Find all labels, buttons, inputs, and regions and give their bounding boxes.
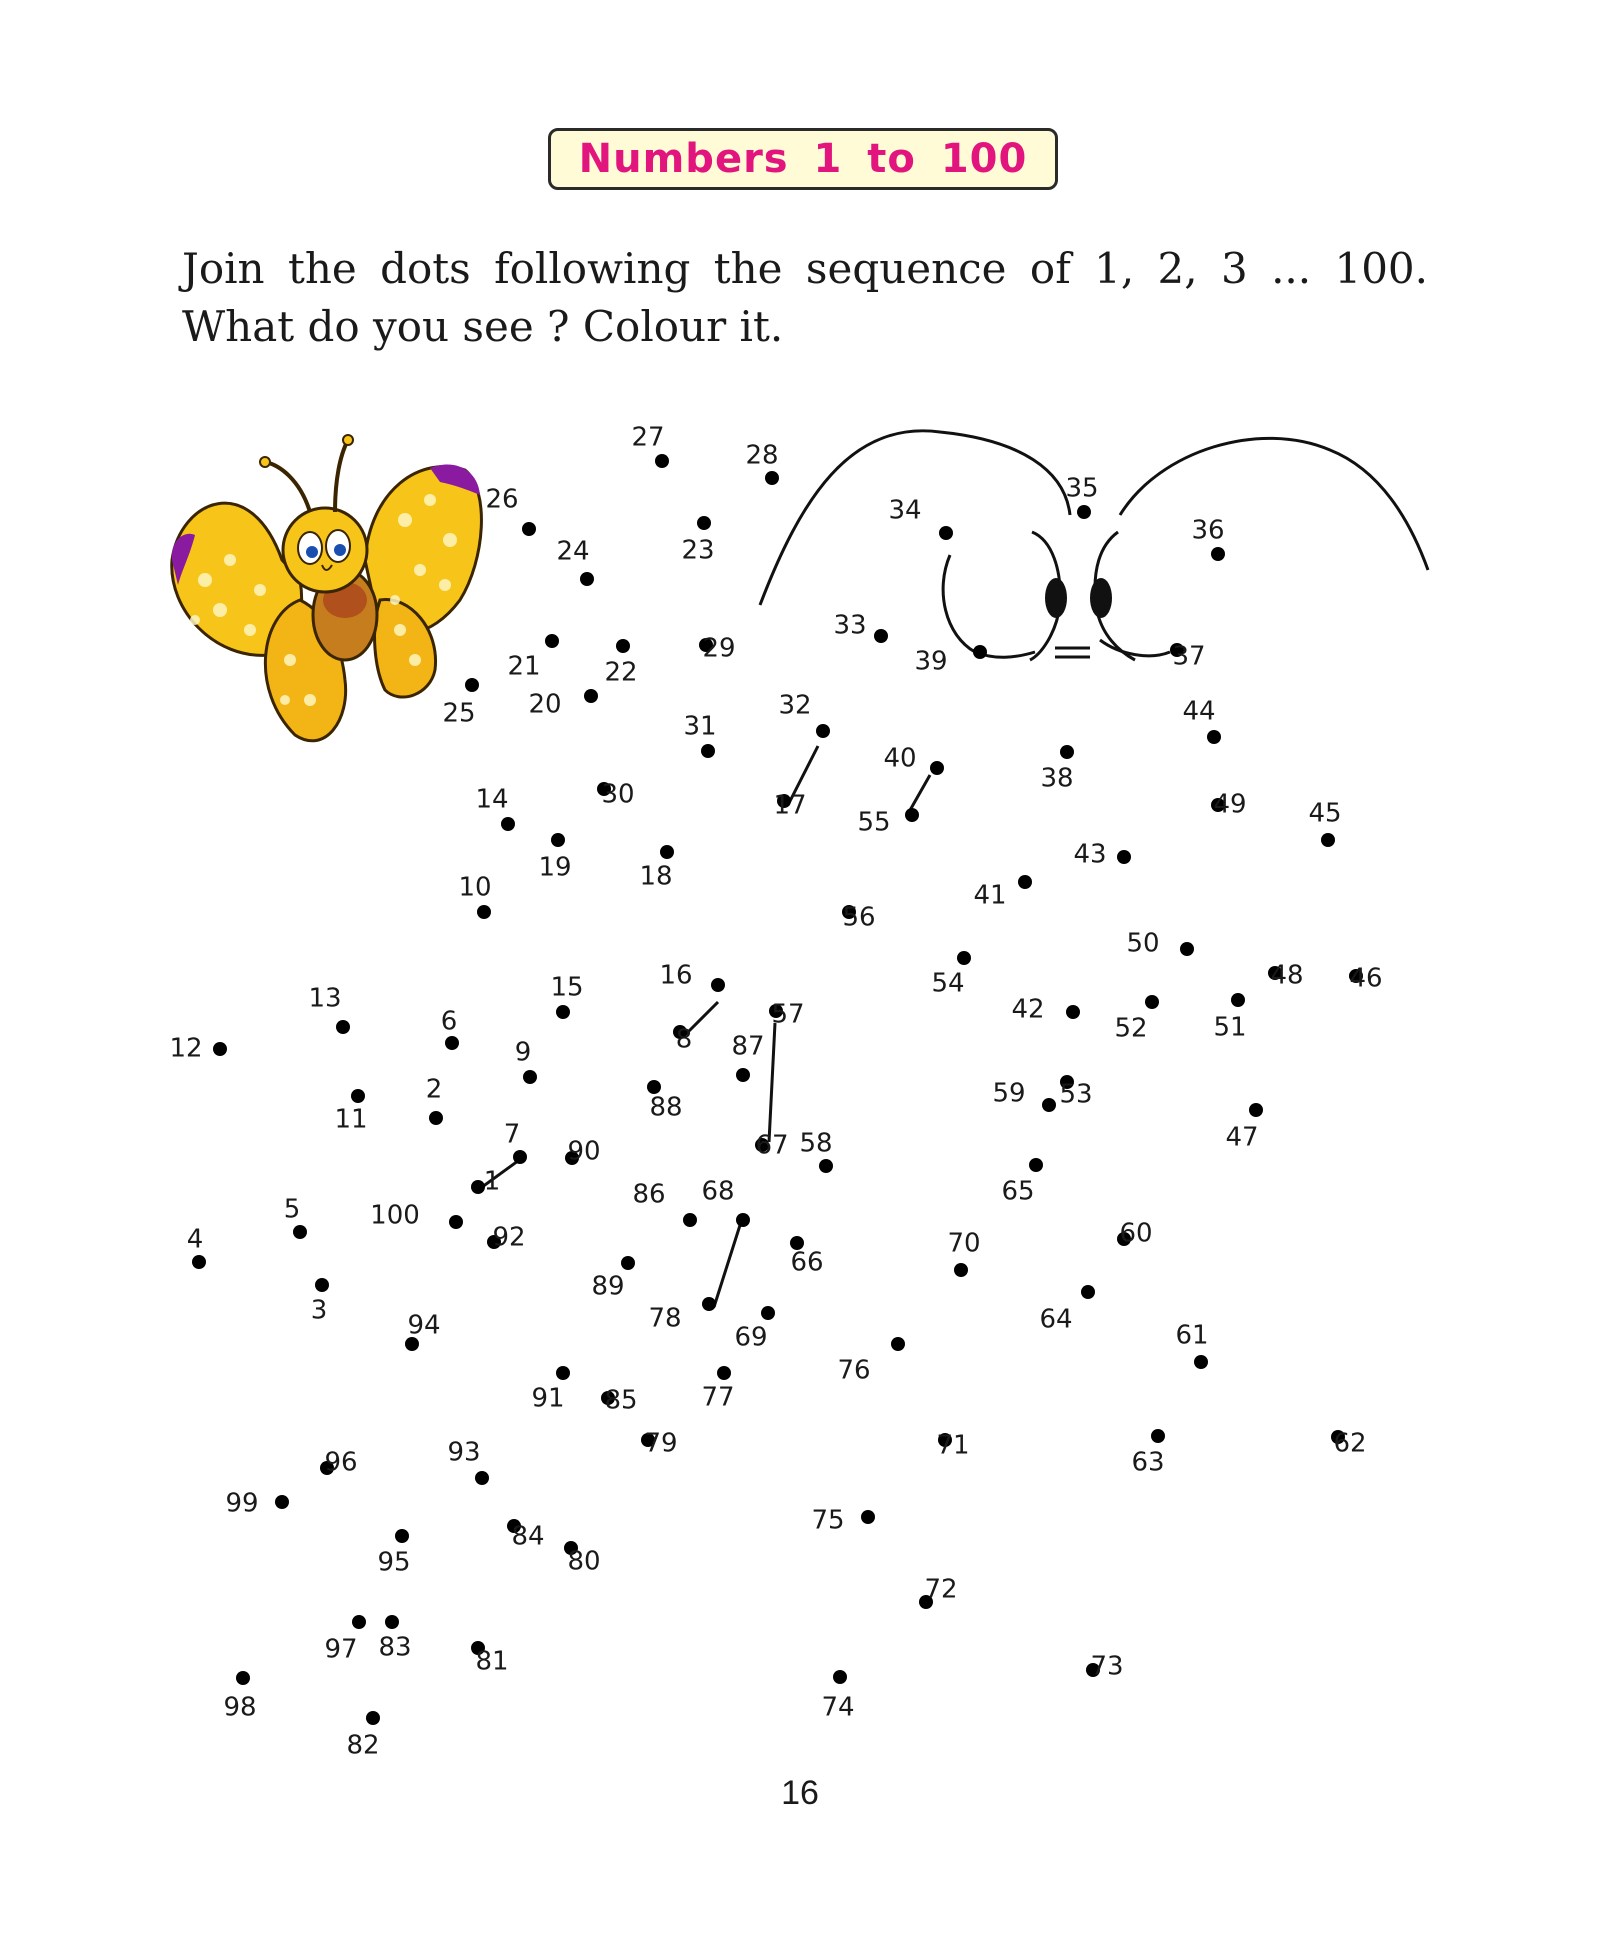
dot-label: 30	[601, 779, 635, 810]
dot-label: 82	[346, 1730, 380, 1761]
dot-marker[interactable]	[551, 833, 565, 847]
dot-marker[interactable]	[1249, 1103, 1263, 1117]
dot-80	[564, 1541, 601, 1577]
dot-85	[601, 1386, 638, 1416]
dot-30	[597, 780, 635, 810]
dot-label: 34	[888, 495, 922, 526]
dot-87	[731, 1032, 764, 1083]
dot-marker[interactable]	[1180, 942, 1194, 956]
dot-label: 18	[639, 861, 673, 892]
dot-marker[interactable]	[522, 522, 536, 536]
dot-label: 6	[440, 1006, 458, 1037]
dot-marker[interactable]	[736, 1068, 750, 1082]
dot-label: 25	[442, 698, 476, 729]
elephant-right-eye-icon	[1090, 578, 1112, 618]
dot-65	[1001, 1158, 1043, 1207]
elephant-face-icon	[478, 431, 1428, 1307]
dot-73	[1086, 1652, 1124, 1682]
dot-label: 89	[591, 1271, 625, 1302]
dot-57	[769, 1000, 805, 1030]
dot-27	[631, 423, 669, 469]
dot-marker[interactable]	[580, 572, 594, 586]
dot-86	[632, 1180, 697, 1228]
dot-79	[641, 1429, 678, 1459]
dot-44	[1182, 697, 1221, 745]
dot-marker[interactable]	[523, 1070, 537, 1084]
dot-5	[284, 1195, 307, 1240]
dot-label: 21	[507, 651, 541, 682]
dot-label: 33	[833, 610, 867, 641]
dot-label: 71	[936, 1430, 970, 1461]
dot-92	[487, 1223, 526, 1253]
dot-71	[936, 1431, 969, 1461]
dot-78	[648, 1297, 716, 1334]
dot-label: 85	[604, 1385, 638, 1416]
dot-marker[interactable]	[1151, 1429, 1165, 1443]
dot-34	[888, 496, 953, 541]
dot-label: 2	[425, 1074, 443, 1105]
dot-47	[1225, 1103, 1263, 1153]
dot-marker[interactable]	[1060, 745, 1074, 759]
dot-20	[528, 689, 598, 720]
dot-label: 91	[531, 1383, 565, 1414]
dot-52	[1114, 995, 1159, 1044]
dot-marker[interactable]	[621, 1256, 635, 1270]
dot-label: 51	[1213, 1012, 1247, 1043]
dot-label: 79	[644, 1428, 678, 1459]
dot-25	[442, 678, 479, 729]
dot-62	[1331, 1429, 1367, 1459]
dot-label: 73	[1090, 1651, 1124, 1682]
dot-label: 56	[842, 902, 876, 933]
dot-label: 20	[528, 689, 562, 720]
dot-label: 27	[631, 422, 665, 453]
dot-marker[interactable]	[816, 724, 830, 738]
dot-label: 19	[538, 852, 572, 883]
dot-marker[interactable]	[874, 629, 888, 643]
dot-label: 36	[1191, 515, 1225, 546]
dot-label: 100	[370, 1200, 420, 1231]
dot-marker[interactable]	[833, 1670, 847, 1684]
dot-marker[interactable]	[477, 905, 491, 919]
elephant-left-eye-icon	[1045, 578, 1067, 618]
dot-marker[interactable]	[697, 516, 711, 530]
dot-97	[324, 1615, 366, 1665]
dot-label: 92	[492, 1222, 526, 1253]
dot-93	[447, 1438, 489, 1486]
dot-marker[interactable]	[584, 689, 598, 703]
dot-16	[659, 961, 725, 993]
dot-84	[507, 1519, 545, 1552]
dot-45	[1308, 799, 1341, 848]
dot-label: 54	[931, 968, 965, 999]
dot-9	[515, 1038, 537, 1085]
dot-marker[interactable]	[1029, 1158, 1043, 1172]
dot-29	[699, 634, 736, 664]
dot-7	[504, 1120, 527, 1165]
dot-label: 7	[503, 1119, 521, 1150]
dot-label: 39	[914, 646, 948, 677]
dot-marker[interactable]	[213, 1042, 227, 1056]
dot-31	[683, 712, 716, 759]
dot-label: 44	[1182, 696, 1216, 727]
dot-39	[914, 645, 987, 677]
dot-label: 78	[648, 1303, 682, 1334]
dot-marker[interactable]	[1211, 547, 1225, 561]
dot-83	[378, 1615, 411, 1663]
dot-label: 29	[702, 633, 736, 664]
dot-marker[interactable]	[711, 978, 725, 992]
dot-marker[interactable]	[475, 1471, 489, 1485]
dot-label: 58	[799, 1128, 833, 1159]
dot-marker[interactable]	[736, 1213, 750, 1227]
dot-marker[interactable]	[765, 471, 779, 485]
dot-64	[1039, 1285, 1095, 1335]
dot-37	[1170, 642, 1206, 672]
dot-40	[883, 744, 944, 776]
dot-label: 86	[632, 1179, 666, 1210]
dot-label: 40	[883, 743, 917, 774]
dot-marker[interactable]	[385, 1615, 399, 1629]
dot-label: 53	[1059, 1079, 1093, 1110]
dot-label: 76	[837, 1355, 871, 1386]
dot-marker[interactable]	[293, 1225, 307, 1239]
dot-50	[1126, 929, 1194, 959]
dot-26	[485, 485, 536, 537]
dot-6	[441, 1007, 459, 1051]
dot-label: 38	[1040, 763, 1074, 794]
dot-label: 90	[567, 1136, 601, 1167]
dot-label: 67	[755, 1130, 789, 1161]
instructions-line-1: Join the dots following the sequence of 1, 2, 3 ... 100.	[182, 244, 1428, 293]
dot-label: 46	[1349, 963, 1383, 994]
dot-11	[334, 1089, 367, 1135]
dot-marker[interactable]	[556, 1366, 570, 1380]
dot-33	[833, 611, 888, 644]
dot-label: 17	[773, 790, 807, 821]
dot-label: 60	[1119, 1218, 1153, 1249]
dot-marker[interactable]	[449, 1215, 463, 1229]
dot-label: 64	[1039, 1304, 1073, 1335]
dot-53	[1059, 1075, 1092, 1110]
dot-label: 8	[675, 1024, 693, 1055]
dot-marker[interactable]	[717, 1366, 731, 1380]
dot-38	[1040, 745, 1074, 794]
dot-label: 10	[458, 872, 492, 903]
dot-label: 23	[681, 535, 715, 566]
dot-55	[857, 808, 919, 838]
dot-marker[interactable]	[891, 1337, 905, 1351]
dot-43	[1073, 840, 1131, 870]
dot-marker[interactable]	[1018, 875, 1032, 889]
dot-label: 65	[1001, 1176, 1035, 1207]
dot-marker[interactable]	[351, 1089, 365, 1103]
dot-marker[interactable]	[819, 1159, 833, 1173]
dot-marker[interactable]	[954, 1263, 968, 1277]
dot-89	[591, 1256, 635, 1302]
dot-label: 32	[778, 690, 812, 721]
dot-marker[interactable]	[957, 951, 971, 965]
dot-70	[947, 1229, 980, 1278]
dot-label: 49	[1213, 789, 1247, 820]
dot-marker[interactable]	[545, 634, 559, 648]
dot-marker[interactable]	[973, 645, 987, 659]
dot-77	[701, 1366, 734, 1413]
dot-label: 43	[1073, 839, 1107, 870]
dot-19	[538, 833, 571, 883]
dot-23	[681, 516, 714, 566]
dot-label: 52	[1114, 1013, 1148, 1044]
dot-21	[507, 634, 559, 682]
dot-marker[interactable]	[501, 817, 515, 831]
dot-label: 93	[447, 1437, 481, 1468]
dot-label: 69	[734, 1322, 768, 1353]
dot-marker[interactable]	[660, 845, 674, 859]
dot-label: 59	[992, 1078, 1026, 1109]
dot-label: 70	[947, 1228, 981, 1259]
dot-marker[interactable]	[1207, 730, 1221, 744]
dot-90	[565, 1137, 601, 1167]
dot-label: 57	[771, 999, 805, 1030]
dot-63	[1131, 1429, 1165, 1478]
dot-label: 42	[1011, 994, 1045, 1025]
dot-14	[475, 785, 515, 832]
dot-4	[187, 1225, 206, 1270]
dot-marker[interactable]	[1117, 850, 1131, 864]
dot-label: 37	[1172, 641, 1206, 672]
dot-label: 77	[701, 1382, 735, 1413]
dot-81	[471, 1641, 509, 1677]
dot-marker[interactable]	[702, 1297, 716, 1311]
dot-marker[interactable]	[465, 678, 479, 692]
dot-label: 1	[483, 1166, 501, 1197]
dot-marker[interactable]	[513, 1150, 527, 1164]
dot-49	[1211, 790, 1247, 820]
dot-68	[701, 1177, 750, 1228]
dot-marker[interactable]	[366, 1711, 380, 1725]
dot-marker[interactable]	[1231, 993, 1245, 1007]
dot-48	[1268, 961, 1304, 991]
dot-32	[778, 691, 830, 739]
dot-label: 81	[475, 1646, 509, 1677]
dot-marker[interactable]	[1081, 1285, 1095, 1299]
dot-82	[346, 1711, 380, 1761]
instructions-line-2: What do you see ? Colour it.	[182, 302, 784, 351]
dot-label: 14	[475, 784, 509, 815]
dot-96	[320, 1448, 358, 1478]
dot-label: 50	[1126, 928, 1160, 959]
dot-label: 48	[1270, 960, 1304, 991]
dot-marker[interactable]	[701, 744, 715, 758]
dot-99	[225, 1489, 289, 1519]
dot-label: 45	[1308, 798, 1342, 829]
dot-60	[1117, 1219, 1153, 1249]
page-title: Numbers 1 to 100	[578, 136, 1028, 182]
dot-marker[interactable]	[1321, 833, 1335, 847]
dot-95	[377, 1529, 410, 1578]
dot-label: 84	[511, 1521, 545, 1552]
dot-marker[interactable]	[616, 639, 630, 653]
dot-label: 75	[811, 1505, 845, 1536]
dot-marker[interactable]	[445, 1036, 459, 1050]
dot-label: 26	[485, 484, 519, 515]
dot-2	[426, 1075, 443, 1126]
dot-label: 16	[659, 960, 693, 991]
dot-76	[837, 1337, 905, 1386]
dot-label: 15	[550, 972, 584, 1003]
dot-12	[169, 1034, 227, 1064]
dot-marker[interactable]	[905, 808, 919, 822]
dot-label: 47	[1225, 1122, 1259, 1153]
dot-75	[811, 1506, 875, 1536]
dot-label: 96	[324, 1447, 358, 1478]
dot-88	[647, 1080, 683, 1123]
dot-label: 13	[308, 983, 342, 1014]
dot-label: 35	[1065, 473, 1099, 504]
dot-label: 88	[649, 1092, 683, 1123]
dot-label: 68	[701, 1176, 735, 1207]
dot-98	[223, 1671, 256, 1723]
page-number: 16	[781, 1774, 819, 1812]
dot-label: 41	[973, 880, 1007, 911]
dot-72	[919, 1575, 958, 1610]
dot-36	[1191, 516, 1225, 562]
dot-label: 74	[821, 1692, 855, 1723]
dot-label: 9	[514, 1037, 532, 1068]
dot-marker[interactable]	[655, 454, 669, 468]
dot-marker[interactable]	[761, 1306, 775, 1320]
dot-61	[1175, 1321, 1208, 1370]
dot-marker[interactable]	[683, 1213, 697, 1227]
butterfly-icon	[172, 435, 482, 741]
dot-label: 95	[377, 1547, 411, 1578]
dot-label: 72	[924, 1574, 958, 1605]
dot-marker[interactable]	[861, 1510, 875, 1524]
dot-marker[interactable]	[429, 1111, 443, 1125]
dot-58	[799, 1129, 833, 1174]
dot-56	[842, 903, 876, 933]
dot-67	[755, 1131, 789, 1161]
dot-label: 31	[683, 711, 717, 742]
dot-label: 22	[604, 657, 638, 688]
dot-marker[interactable]	[236, 1671, 250, 1685]
dot-94	[405, 1311, 441, 1352]
dot-24	[556, 537, 594, 587]
dot-marker[interactable]	[1194, 1355, 1208, 1369]
dot-10	[458, 873, 491, 920]
dot-marker[interactable]	[1066, 1005, 1080, 1019]
dot-label: 83	[378, 1632, 412, 1663]
dot-marker[interactable]	[336, 1020, 350, 1034]
dot-41	[973, 875, 1032, 911]
dot-28	[745, 441, 779, 486]
dot-8	[673, 1025, 692, 1055]
dot-label: 11	[334, 1104, 368, 1135]
dot-marker[interactable]	[1145, 995, 1159, 1009]
dot-74	[821, 1670, 854, 1723]
dot-54	[931, 951, 971, 999]
dot-15	[550, 973, 583, 1020]
dot-marker[interactable]	[315, 1278, 329, 1292]
dot-66	[790, 1236, 824, 1278]
dot-marker[interactable]	[192, 1255, 206, 1269]
dot-label: 4	[186, 1224, 204, 1255]
dot-17	[773, 791, 806, 821]
dot-label: 87	[731, 1031, 765, 1062]
dot-label: 99	[225, 1488, 259, 1519]
dot-label: 55	[857, 807, 891, 838]
dot-22	[604, 639, 637, 688]
dot-18	[639, 845, 674, 892]
dot-label: 66	[790, 1247, 824, 1278]
dot-marker[interactable]	[1042, 1098, 1056, 1112]
dot-label: 62	[1333, 1428, 1367, 1459]
dot-marker[interactable]	[556, 1005, 570, 1019]
dot-marker[interactable]	[930, 761, 944, 775]
dot-label: 61	[1175, 1320, 1209, 1351]
dot-13	[308, 984, 350, 1035]
dot-marker[interactable]	[275, 1495, 289, 1509]
dot-46	[1349, 964, 1383, 994]
dot-marker[interactable]	[1077, 505, 1091, 519]
dot-59	[992, 1079, 1056, 1113]
dot-label: 12	[169, 1033, 203, 1064]
dot-label: 3	[310, 1295, 328, 1326]
dot-1	[471, 1167, 500, 1197]
dot-3	[311, 1278, 329, 1326]
dot-91	[531, 1366, 570, 1414]
dot-label: 24	[556, 536, 590, 567]
dot-label: 98	[223, 1692, 257, 1723]
dot-marker[interactable]	[352, 1615, 366, 1629]
dot-69	[734, 1306, 775, 1353]
dot-label: 63	[1131, 1447, 1165, 1478]
dot-marker[interactable]	[395, 1529, 409, 1543]
dot-label: 97	[324, 1634, 358, 1665]
dot-51	[1213, 993, 1246, 1043]
dot-42	[1011, 995, 1080, 1025]
dot-100	[370, 1201, 463, 1231]
dot-label: 28	[745, 440, 779, 471]
dot-label: 5	[283, 1194, 301, 1225]
dot-label: 80	[567, 1546, 601, 1577]
dot-marker[interactable]	[939, 526, 953, 540]
dot-label: 94	[407, 1310, 441, 1341]
